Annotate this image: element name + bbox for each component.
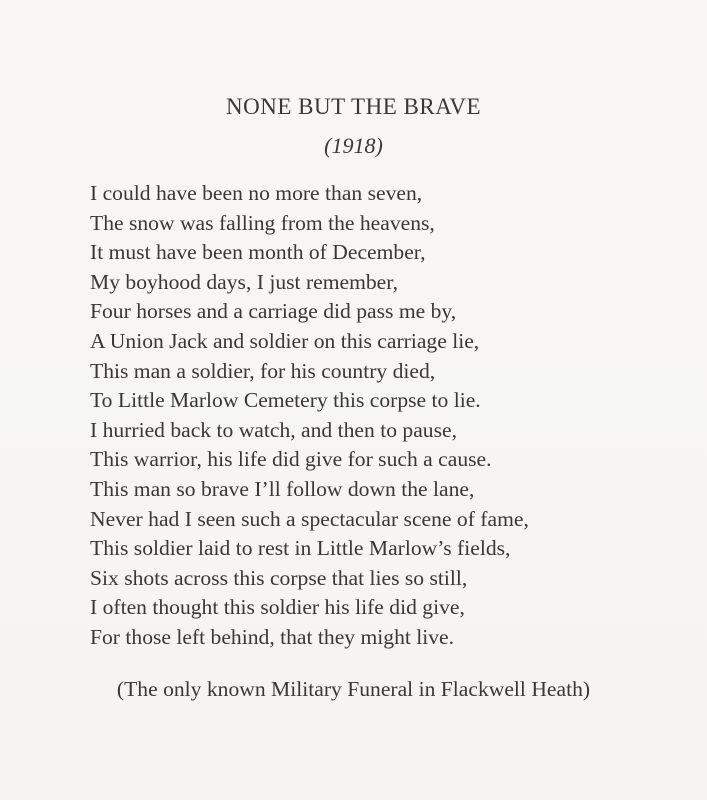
poem-line: It must have been month of December, xyxy=(90,240,426,265)
poem-line: To Little Marlow Cemetery this corpse to lie. xyxy=(90,388,481,413)
poem-line: A Union Jack and soldier on this carriage lie, xyxy=(90,328,480,353)
poem-line: I often thought this soldier his life did give, xyxy=(90,595,465,620)
poem-line: My boyhood days, I just remember, xyxy=(90,269,398,294)
poem-year: (1918) xyxy=(324,133,383,158)
poem-line: This soldier laid to rest in Little Marlow’s fields, xyxy=(90,536,511,561)
poem-body xyxy=(90,179,529,653)
poem-line: This warrior, his life did give for such a cause. xyxy=(90,447,492,472)
poem-line: I could have been no more than seven, xyxy=(90,181,423,205)
poem-line: I hurried back to watch, and then to pause, xyxy=(90,417,457,442)
poem-line: For those left behind, that they might live. xyxy=(90,624,455,649)
poem-line: This man so brave I’ll follow down the lane, xyxy=(90,476,475,501)
poem-line: Four horses and a carriage did pass me by, xyxy=(90,299,457,324)
poem-line: This man a soldier, for his country died, xyxy=(90,358,436,383)
poem-line: The snow was falling from the heavens, xyxy=(90,210,435,235)
poem-footnote: (The only known Military Funeral in Flackwell Heath) xyxy=(116,677,591,701)
poem-line: Six shots across this corpse that lies so still, xyxy=(90,565,468,590)
poem-title: NONE BUT THE BRAVE xyxy=(226,94,481,119)
poem-line: Never had I seen such a spectacular scene of fame, xyxy=(90,506,529,531)
